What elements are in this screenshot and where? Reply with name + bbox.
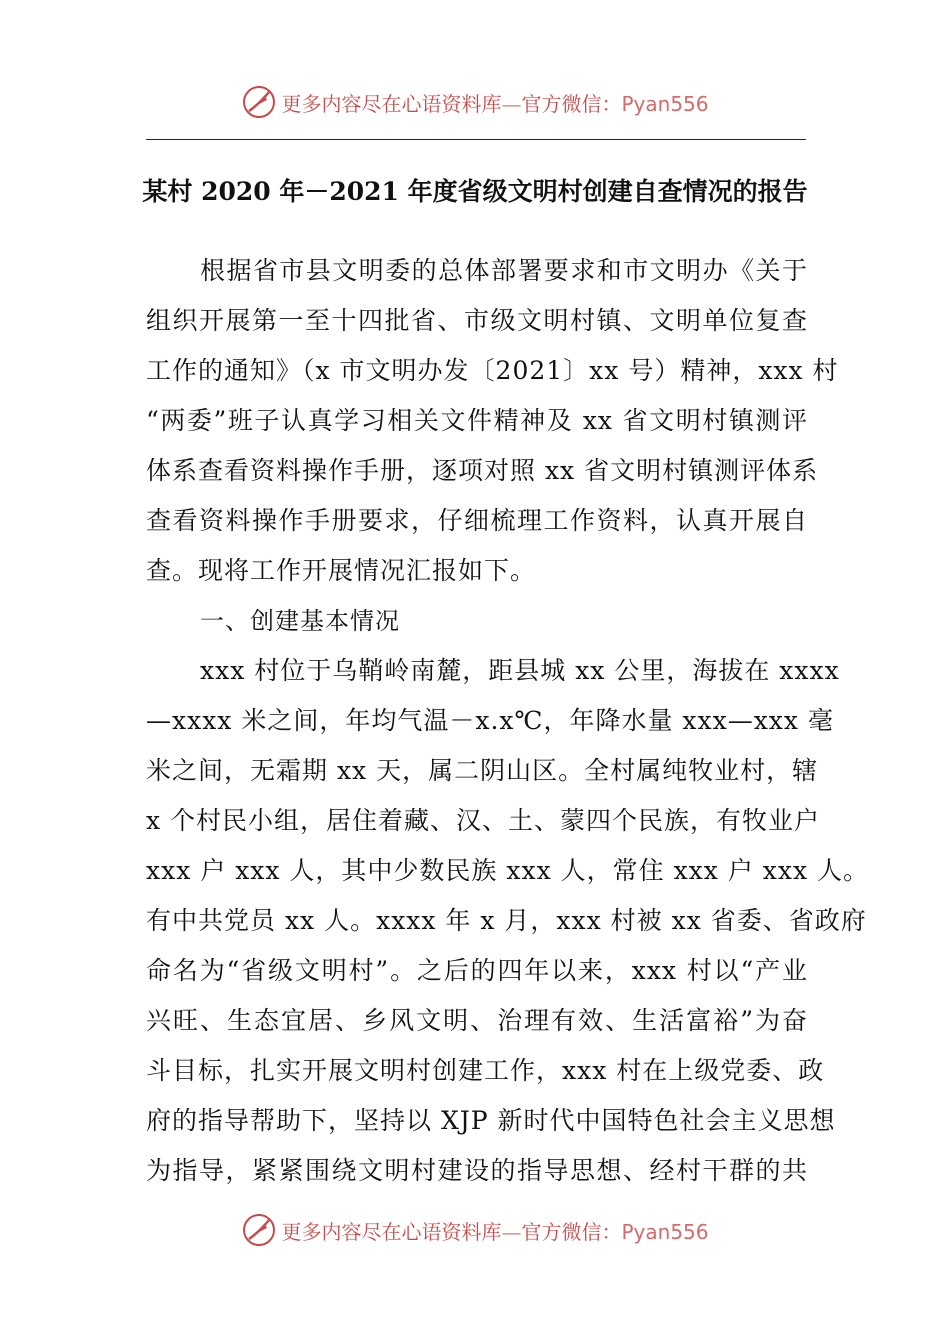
watermark-banner-bottom — [0, 1210, 950, 1250]
document-title: 某村 2020 年－2021 年度省级文明村创建自查情况的报告 — [142, 177, 808, 206]
banner-label: 官方微信： — [521, 1219, 622, 1244]
quill-logo-icon — [241, 84, 277, 120]
body-line: xxx 村位于乌鞘岭南麓，距县城 xx 公里，海拔在 xxxx — [200, 656, 840, 685]
body-line: xxx 户 xxx 人，其中少数民族 xxx 人，常住 xxx 户 xxx 人。 — [146, 856, 870, 885]
body-line: 查看资料操作手册要求，仔细梳理工作资料，认真开展自 — [146, 506, 808, 535]
body-line: 查。现将工作开展情况汇报如下。 — [146, 556, 537, 585]
banner-text: 更多内容尽在心语资料库 — [281, 91, 502, 116]
body-line: 府的指导帮助下，坚持以 XJP 新时代中国特色社会主义思想 — [146, 1106, 836, 1135]
body-line: 根据省市县文明委的总体部署要求和市文明办《关于 — [200, 256, 808, 285]
body-line: 组织开展第一至十四批省、市级文明村镇、文明单位复查 — [146, 306, 808, 335]
body-line: 兴旺、生态宜居、乡风文明、治理有效、生活富裕”为奋 — [146, 1006, 808, 1035]
body-line: 命名为“省级文明村”。之后的四年以来，xxx 村以“产业 — [146, 956, 808, 985]
quill-logo-icon — [241, 1212, 277, 1248]
document-body — [146, 246, 870, 1196]
body-line: 为指导，紧紧围绕文明村建设的指导思想、经村干群的共 — [146, 1156, 808, 1185]
banner-text: 更多内容尽在心语资料库 — [281, 1219, 502, 1244]
body-line: 米之间，无霜期 xx 天，属二阴山区。全村属纯牧业村，辖 — [146, 756, 819, 785]
body-line: 有中共党员 xx 人。xxxx 年 x 月，xxx 村被 xx 省委、省政府 — [146, 906, 867, 935]
watermark-banner-top — [0, 82, 950, 122]
section-heading: 一、创建基本情况 — [200, 607, 400, 635]
body-line: 工作的通知》（x 市文明办发〔2021〕xx 号）精神，xxx 村 — [146, 356, 839, 385]
body-line: 斗目标，扎实开展文明村创建工作，xxx 村在上级党委、政 — [146, 1056, 825, 1085]
body-line: x 个村民小组，居住着藏、汉、土、蒙四个民族，有牧业户 — [146, 806, 821, 835]
banner-separator: — — [501, 91, 522, 116]
body-line: “两委”班子认真学习相关文件精神及 xx 省文明村镇测评 — [146, 406, 808, 435]
banner-label: 官方微信： — [521, 91, 622, 116]
banner-wechat-id: Pyan556 — [621, 91, 709, 116]
body-line: —xxxx 米之间，年均气温－x.x℃，年降水量 xxx—xxx 毫 — [146, 706, 834, 735]
header-rule — [146, 139, 806, 140]
body-line: 体系查看资料操作手册，逐项对照 xx 省文明村镇测评体系 — [146, 456, 819, 485]
banner-separator: — — [501, 1219, 522, 1244]
banner-wechat-id: Pyan556 — [621, 1219, 709, 1244]
